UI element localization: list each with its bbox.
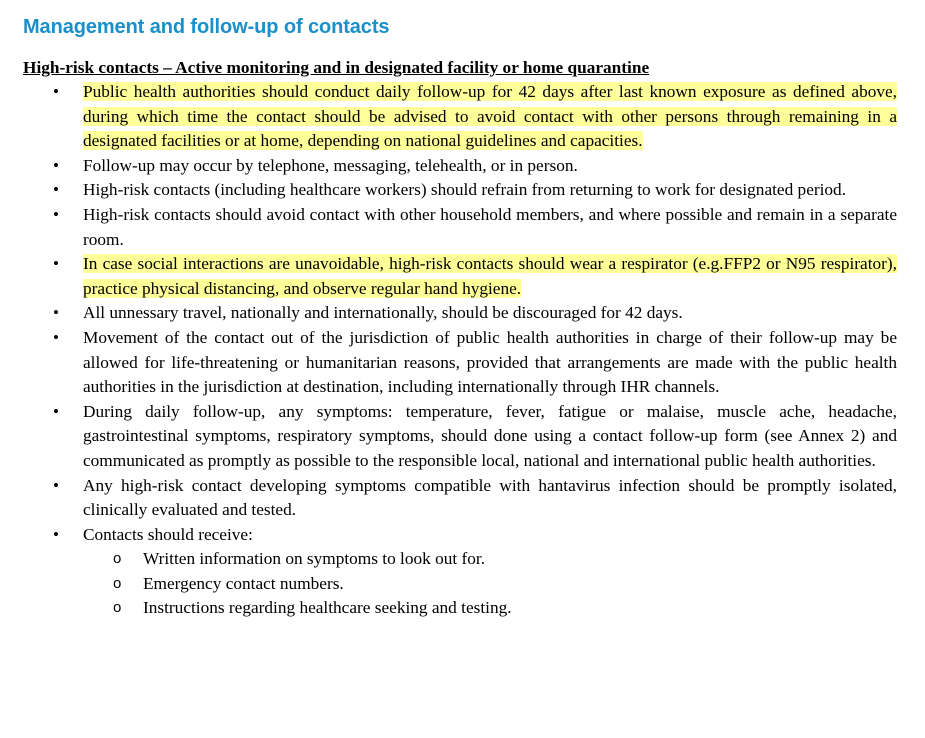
bullet-text: In case social interactions are unavoidable, high-risk contacts should wear a respirator (e.g.FFP2 or N95 respirator), practice physical distancing, and observe regular hand hygiene. <box>83 254 897 298</box>
bullet-item-10 <box>23 523 897 621</box>
bullet-icon: • <box>53 82 59 101</box>
bullet-text: All unnessary travel, nationally and internationally, should be discouraged for 42 days. <box>83 303 683 323</box>
bullet-text: Contacts should receive: <box>83 524 253 544</box>
bullet-icon: • <box>53 327 59 347</box>
bullet-text: Public health authorities should conduct daily follow-up for 42 days after last known exposure as defined above, during which time the contact should be advised to avoid contact with other persons through remaining in a designated facilities or at home, depending on national guidelines and capacities. <box>83 82 897 151</box>
bullet-icon: • <box>53 155 59 175</box>
sub-bullet-icon: o <box>113 599 122 617</box>
bullet-icon: • <box>53 401 59 421</box>
bullet-item-5 <box>23 252 897 301</box>
bullet-text: Follow-up may occur by telephone, messaging, telehealth, or in person. <box>83 155 578 175</box>
bullet-item-8 <box>23 400 897 474</box>
sub-bullet-text: Instructions regarding healthcare seeking and testing. <box>143 598 512 618</box>
bullet-text: Movement of the contact out of the jurisdiction of public health authorities in charge of their follow-up may be allowed for life-threatening or humanitarian reasons, provided that arrangements are made with the public health authorities in the jurisdiction at destination, including internationally through IHR channels. <box>83 327 897 397</box>
sub-bullet-list <box>83 547 897 621</box>
bullet-item-6 <box>23 301 897 326</box>
sub-bullet-item-1 <box>83 547 897 572</box>
bullet-item-3 <box>23 178 897 203</box>
bullet-item-7 <box>23 326 897 400</box>
bullet-icon: • <box>53 204 59 224</box>
section-title: Management and follow-up of contacts <box>23 16 390 38</box>
sub-bullet-text: Emergency contact numbers. <box>143 573 344 593</box>
sub-bullet-item-2 <box>83 572 897 597</box>
bullet-icon: • <box>53 180 59 200</box>
sub-bullet-icon: o <box>113 550 122 568</box>
bullet-text: Any high-risk contact developing symptoms compatible with hantavirus infection should be promptly isolated, clinically evaluated and tested. <box>83 475 897 520</box>
bullet-icon: • <box>53 524 59 544</box>
bullet-list <box>23 80 897 621</box>
sub-bullet-text: Written information on symptoms to look out for. <box>143 549 486 569</box>
bullet-text: During daily follow-up, any symptoms: temperature, fever, fatigue or malaise, muscle ache, headache, gastrointestinal symptoms, respiratory symptoms, should done using a contact follow-up form (see Annex 2) and communicated as promptly as possible to the responsible local, national and international public health authorities. <box>83 401 897 470</box>
bullet-icon: • <box>53 254 59 274</box>
bullet-icon: • <box>53 303 59 323</box>
bullet-item-9 <box>23 474 897 523</box>
sub-bullet-icon: o <box>113 574 122 592</box>
bullet-item-1 <box>23 80 897 154</box>
bullet-text: High-risk contacts (including healthcare workers) should refrain from returning to work for designated period. <box>83 180 847 200</box>
bullet-item-2 <box>23 154 897 179</box>
bullet-icon: • <box>53 475 59 495</box>
sub-heading: High-risk contacts – Active monitoring and in designated facility or home quarantine <box>23 58 650 77</box>
bullet-item-4 <box>23 203 897 252</box>
sub-bullet-item-3 <box>83 596 897 621</box>
bullet-text: High-risk contacts should avoid contact with other household members, and where possible and remain in a separate room. <box>83 204 897 249</box>
